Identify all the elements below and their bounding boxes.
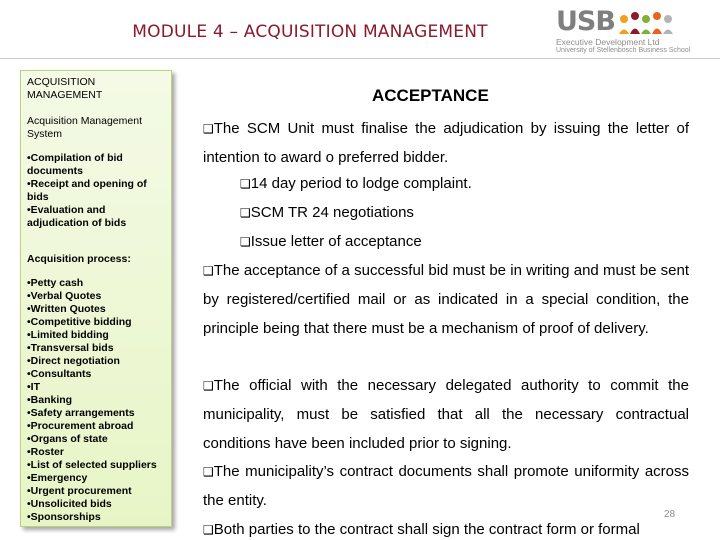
paragraph-text: SCM TR 24 negotiations [250,204,414,221]
logo-wordmark: USB [556,6,615,37]
list-item: •Emergency [27,472,88,484]
sidebar-bid-steps [27,152,167,230]
paragraph-text: The official with the necessary delegated authority to commit the municipality, must be satisfied that all the necessary contractual conditions have been included prior to signing. [203,377,689,452]
list-item: •Direct negotiation [27,355,120,367]
paragraph [203,458,689,516]
list-item: •Evaluation and adjudication of bids [27,204,127,229]
paragraph [203,516,689,540]
paragraph-text: The SCM Unit must finalise the adjudication by issuing the letter of intention to award o preferred bidder. [203,120,689,166]
title-divider [0,58,720,59]
checkbox-bullet-icon: ❑ [203,379,214,393]
paragraph-text: 14 day period to lodge complaint. [250,175,472,192]
paragraph [203,372,689,458]
paragraph-text: Both parties to the contract shall sign the contract form or formal [213,521,640,538]
list-item: •Unsolicited bids [27,498,112,510]
list-item: •Consultants [27,368,92,380]
main-heading: ACCEPTANCE [372,86,489,105]
paragraph-text: The municipality’s contract documents shall promote uniformity across the entity. [203,463,689,509]
slide-title: MODULE 4 – ACQUISITION MANAGEMENT [132,22,488,42]
checkbox-bullet-icon: ❑ [240,235,251,249]
paragraph [240,232,422,252]
usb-logo [556,6,716,56]
page-number: 28 [664,509,676,520]
list-item: •Written Quotes [27,303,106,315]
sidebar-panel [20,70,172,527]
list-item: •Organs of state [27,433,108,445]
logo-tagline: Executive Development Ltd [556,37,660,47]
sidebar-process-list [27,277,169,524]
list-item: •Verbal Quotes [27,290,102,302]
list-item: •Receipt and opening of bids [27,178,147,203]
paragraph [203,257,689,343]
sidebar-process-label: Acquisition process: [27,253,131,265]
list-item: •Petty cash [27,277,84,289]
list-item: •Limited bidding [27,329,109,341]
list-item: •IT [27,381,41,393]
checkbox-bullet-icon: ❑ [240,177,251,191]
logo-subtitle: University of Stellenbosch Business School [556,47,691,54]
list-item: •Urgent procurement [27,485,132,497]
checkbox-bullet-icon: ❑ [203,465,214,479]
list-item: •Roster [27,446,64,458]
checkbox-bullet-icon: ❑ [203,523,214,537]
list-item: •Procurement abroad [27,420,134,432]
checkbox-bullet-icon: ❑ [240,206,251,220]
sidebar-system-label: Acquisition Management System [27,115,142,140]
logo-people-icon [618,10,674,36]
paragraph [240,174,472,194]
checkbox-bullet-icon: ❑ [203,264,214,278]
list-item: •Transversal bids [27,342,114,354]
paragraph-text: The acceptance of a successful bid must be in writing and must be sent by registered/certified mail or as indicated in a special condition, the principle being that there must be a mechanism of proof of delivery. [203,262,689,337]
list-item: •Competitive bidding [27,316,132,328]
paragraph [240,203,414,223]
list-item: •Compilation of bid documents [27,152,123,177]
list-item: •Safety arrangements [27,407,135,419]
list-item: •List of selected suppliers [27,459,157,471]
checkbox-bullet-icon: ❑ [203,122,214,136]
paragraph [203,115,689,173]
sidebar-title: ACQUISITION MANAGEMENT [27,76,103,101]
paragraph-text: Issue letter of acceptance [250,233,422,250]
list-item: •Banking [27,394,73,406]
list-item: •Sponsorships [27,511,101,523]
